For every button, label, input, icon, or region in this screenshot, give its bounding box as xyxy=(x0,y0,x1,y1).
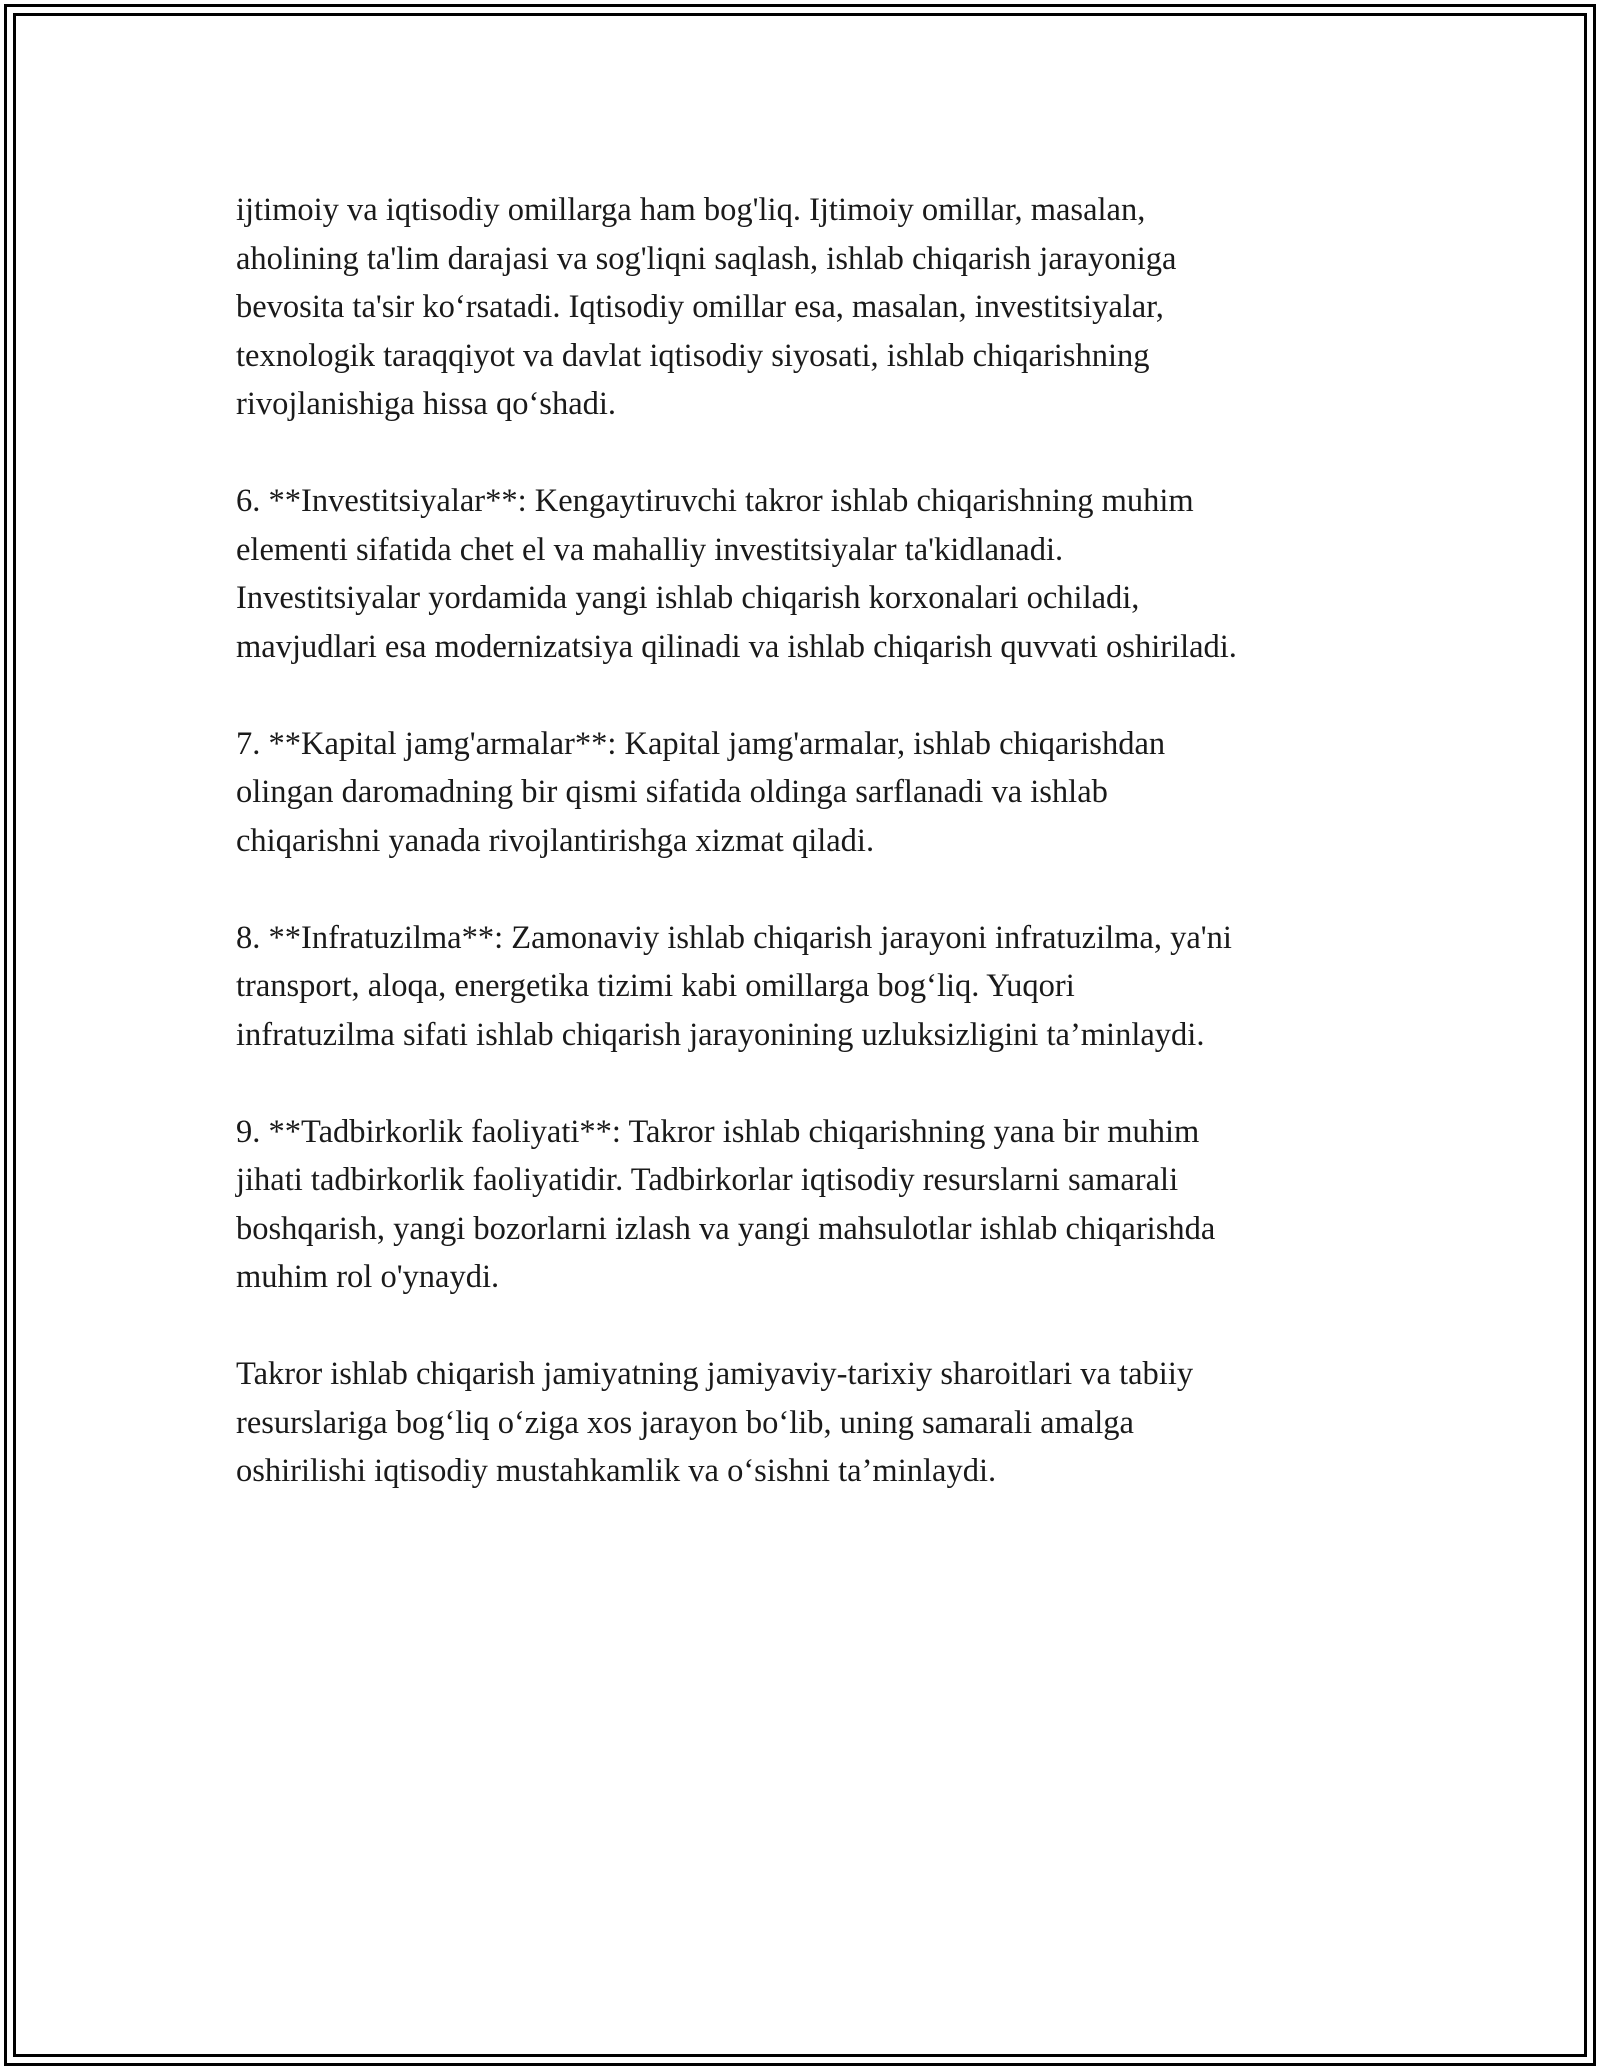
paragraph-social-economic-factors: ijtimoiy va iqtisodiy omillarga ham bog'liq. Ijtimoiy omillar, masalan, aholining ta'lim darajasi va sog'liqni saqlash, ishlab chiqarish jarayoniga bevosita ta'sir ko‘rsatadi. Iqtisodiy omillar esa, masalan, investitsiyalar, texnologik taraqqiyot va davlat iqtisodiy siyosati, ishlab chiqarishning rivojlanishiga hissa qo‘shadi. xyxy=(236,192,1177,422)
document-body xyxy=(236,186,1386,1544)
paragraph-infrastructure: 8. **Infratuzilma**: Zamonaviy ishlab chiqarish jarayoni infratuzilma, ya'ni transport, aloqa, energetika tizimi kabi omillarga bog‘liq. Yuqori infratuzilma sifati ishlab chiqarish jarayonining uzluksizligini ta’minlaydi. xyxy=(236,919,1232,1053)
paragraph-capital-accumulation: 7. **Kapital jamg'armalar**: Kapital jamg'armalar, ishlab chiqarishdan olingan daromadning bir qismi sifatida oldinga sarflanadi va ishlab chiqarishni yanada rivojlantirishga xizmat qiladi. xyxy=(236,725,1166,859)
paragraph-entrepreneurship: 9. **Tadbirkorlik faoliyati**: Takror ishlab chiqarishning yana bir muhim jihati tadbirkorlik faoliyatidir. Tadbirkorlar iqtisodiy resurslarni samarali boshqarish, yangi bozorlarni izlash va yangi mahsulotlar ishlab chiqarishda muhim rol o'ynaydi. xyxy=(236,1113,1216,1295)
paragraph-conclusion: Takror ishlab chiqarish jamiyatning jamiyaviy-tarixiy sharoitlari va tabiiy resurslariga bog‘liq o‘ziga xos jarayon bo‘lib, uning samarali amalga oshirilishi iqtisodiy mustahkamlik va o‘sishni ta’minlaydi. xyxy=(236,1356,1194,1489)
paragraph-investments: 6. **Investitsiyalar**: Kengaytiruvchi takror ishlab chiqarishning muhim elementi sifatida chet el va mahalliy investitsiyalar ta'kidlanadi. Investitsiyalar yordamida yangi ishlab chiqarish korxonalari ochiladi, mavjudlari esa modernizatsiya qilinadi va ishlab chiqarish quvvati oshiriladi. xyxy=(236,483,1237,665)
